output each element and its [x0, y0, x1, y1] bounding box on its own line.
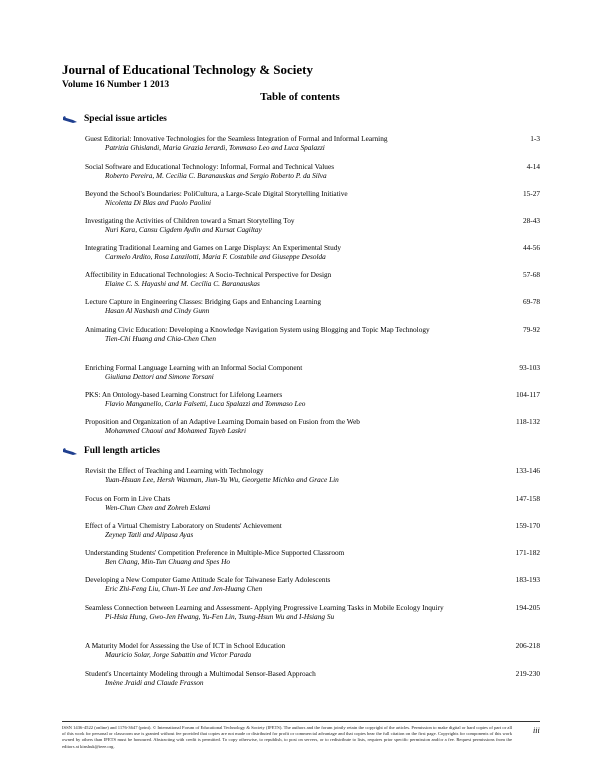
article-authors: Nuri Kara, Cansu Cigdem Aydin and Kursat Cagiltay [105, 225, 262, 235]
page-range: 44-56 [522, 243, 540, 252]
article-authors: Nicoletta Di Blas and Paolo Paolini [105, 198, 212, 208]
article-authors: Patrizia Ghislandi, Maria Grazia Ierardi, Tommaso Leo and Luca Spalazzi [105, 143, 325, 153]
toc-entry [85, 216, 540, 234]
article-title: Social Software and Educational Technology: Informal, Formal and Technical Values [85, 162, 335, 171]
article-title: PKS: An Ontology-based Learning Construct for Lifelong Learners [85, 390, 283, 399]
page-range: 206-218 [515, 641, 540, 650]
article-authors: Mohammed Chaoui and Mohamed Tayeb Laskri [105, 426, 246, 436]
page-range: 4-14 [526, 162, 540, 171]
article-authors: Roberto Pereira, M. Cecília C. Baranauskas and Sergio Roberto P. da Silva [105, 171, 327, 181]
toc-entry [85, 162, 540, 180]
toc-entry [85, 325, 540, 343]
article-authors: Ben Chang, Min-Tun Chuang and Spes Ho [105, 557, 231, 567]
article-authors: Giuliana Dettori and Simone Torsani [105, 372, 214, 382]
toc-entry [85, 270, 540, 288]
article-title: Beyond the School's Boundaries: PoliCultura, a Large-Scale Digital Storytelling Initiative [85, 189, 348, 198]
article-authors: Imène Jraidi and Claude Frasson [105, 678, 204, 688]
pen-icon [62, 114, 78, 124]
article-title: Effect of a Virtual Chemistry Laboratory on Students' Achievement [85, 521, 282, 530]
article-title: Focus on Form in Live Chats [85, 494, 171, 503]
article-title: Affectibility in Educational Technologies: A Socio-Technical Perspective for Design [85, 270, 332, 279]
toc-entry [85, 575, 540, 593]
page-number: iii [533, 726, 540, 735]
page-range: 147-158 [515, 494, 540, 503]
page-range: 79-92 [522, 325, 540, 334]
article-title: Guest Editorial: Innovative Technologies for the Seamless Integration of Formal and Informal Learning [85, 134, 388, 143]
toc-entry [85, 669, 540, 687]
page-range: 104-117 [515, 390, 540, 399]
article-title: Enriching Formal Language Learning with an Informal Social Component [85, 363, 303, 372]
section-heading-full [62, 446, 160, 456]
page-range: 219-230 [515, 669, 540, 678]
page-range: 57-68 [522, 270, 540, 279]
page-range: 183-193 [515, 575, 540, 584]
article-authors: Hasan Al Nashash and Cindy Gunn [105, 306, 210, 316]
article-title: Revisit the Effect of Teaching and Learning with Technology [85, 466, 264, 475]
article-title: Animating Civic Education: Developing a Knowledge Navigation System using Blogging and Topic Map Technology [85, 325, 430, 334]
article-authors: Tien-Chi Huang and Chia-Chen Chen [105, 334, 217, 344]
article-title: Developing a New Computer Game Attitude Scale for Taiwanese Early Adolescents [85, 575, 331, 584]
article-authors: Flavio Manganello, Carla Falsetti, Luca Spalazzi and Tommaso Leo [105, 399, 306, 409]
toc-entry [85, 641, 540, 659]
page-range: 194-205 [515, 603, 540, 612]
page-range: 28-43 [522, 216, 540, 225]
article-title: Investigating the Activities of Children toward a Smart Storytelling Toy [85, 216, 295, 225]
section-heading-special [62, 114, 167, 124]
toc-entry [85, 134, 540, 152]
toc-entry [85, 390, 540, 408]
toc-entry [85, 363, 540, 381]
article-title: A Maturity Model for Assessing the Use of ICT in School Education [85, 641, 286, 650]
toc-entry [85, 243, 540, 261]
page-range: 93-103 [519, 363, 540, 372]
article-authors: Pi-Hsia Hung, Gwo-Jen Hwang, Yu-Fen Lin, Tsung-Hsun Wu and I-Hsiang Su [105, 612, 335, 622]
toc-entry [85, 494, 540, 512]
toc-entry [85, 297, 540, 315]
toc-entry [85, 466, 540, 484]
article-title: Integrating Traditional Learning and Games on Large Displays: An Experimental Study [85, 243, 342, 252]
toc-entry [85, 603, 540, 621]
article-authors: Eric Zhi-Feng Liu, Chun-Yi Lee and Jen-Huang Chen [105, 584, 263, 594]
article-title: Lecture Capture in Engineering Classes: Bridging Gaps and Enhancing Learning [85, 297, 322, 306]
page-range: 1-3 [530, 134, 540, 143]
toc-entry [85, 417, 540, 435]
article-title: Student's Uncertainty Modeling through a Multimodal Sensor-Based Approach [85, 669, 316, 678]
section-heading-label: Full length articles [84, 446, 160, 456]
page-range: 69-78 [522, 297, 540, 306]
article-authors: Wen-Chun Chen and Zohreh Eslami [105, 503, 211, 513]
toc-entry [85, 521, 540, 539]
toc-entry [85, 189, 540, 207]
volume-line: Volume 16 Number 1 2013 [62, 80, 170, 90]
journal-title: Journal of Educational Technology & Society [62, 62, 313, 77]
article-authors: Yuan-Hsuan Lee, Hersh Waxman, Jiun-Yu Wu, Georgette Michko and Grace Lin [105, 475, 339, 485]
article-title: Seamless Connection between Learning and Assessment- Applying Progressive Learning Tasks in Mobile Ecology Inquiry [85, 603, 444, 612]
article-title: Understanding Students' Competition Preference in Multiple-Mice Supported Classroom [85, 548, 345, 557]
article-authors: Mauricio Solar, Jorge Sabattin and Victor Parada [105, 650, 252, 660]
page-range: 15-27 [522, 189, 540, 198]
pen-icon [62, 446, 78, 456]
article-authors: Elaine C. S. Hayashi and M. Cecília C. Baranauskas [105, 279, 260, 289]
toc-entry [85, 548, 540, 566]
page-range: 171-182 [515, 548, 540, 557]
page-range: 159-170 [515, 521, 540, 530]
article-authors: Zeynep Tatli and Alipasa Ayas [105, 530, 194, 540]
page-range: 118-132 [515, 417, 540, 426]
footer-divider [62, 721, 540, 722]
page-range: 133-146 [515, 466, 540, 475]
copyright-notice: ISSN 1436-4522 (online) and 1176-3647 (print). © International Forum of Educational Technology & Society (IFETS). The authors and the forum jointly retain the copyright of the articles. Permission to make digital or hard copies of part or all of this work for personal or classroom use is granted without fee provided that copies are not made or distributed for profit or commercial advantage and that copies bear the full citation on the first page. Copyrights for components of this work owned by others than IFETS must be honoured. Abstracting with credit is permitted. To copy otherwise, to republish, to post on servers, or to redistribute to lists, requires prior specific permission and/or a fee. Request permissions from the editors at kinshuk@ieee.org. [62, 725, 512, 749]
page-title: Table of contents [260, 91, 340, 103]
section-heading-label: Special issue articles [84, 114, 167, 124]
article-title: Proposition and Organization of an Adaptive Learning Domain based on Fusion from the Web [85, 417, 360, 426]
article-authors: Carmelo Ardito, Rosa Lanzilotti, Maria F. Costabile and Giuseppe Desolda [105, 252, 326, 262]
